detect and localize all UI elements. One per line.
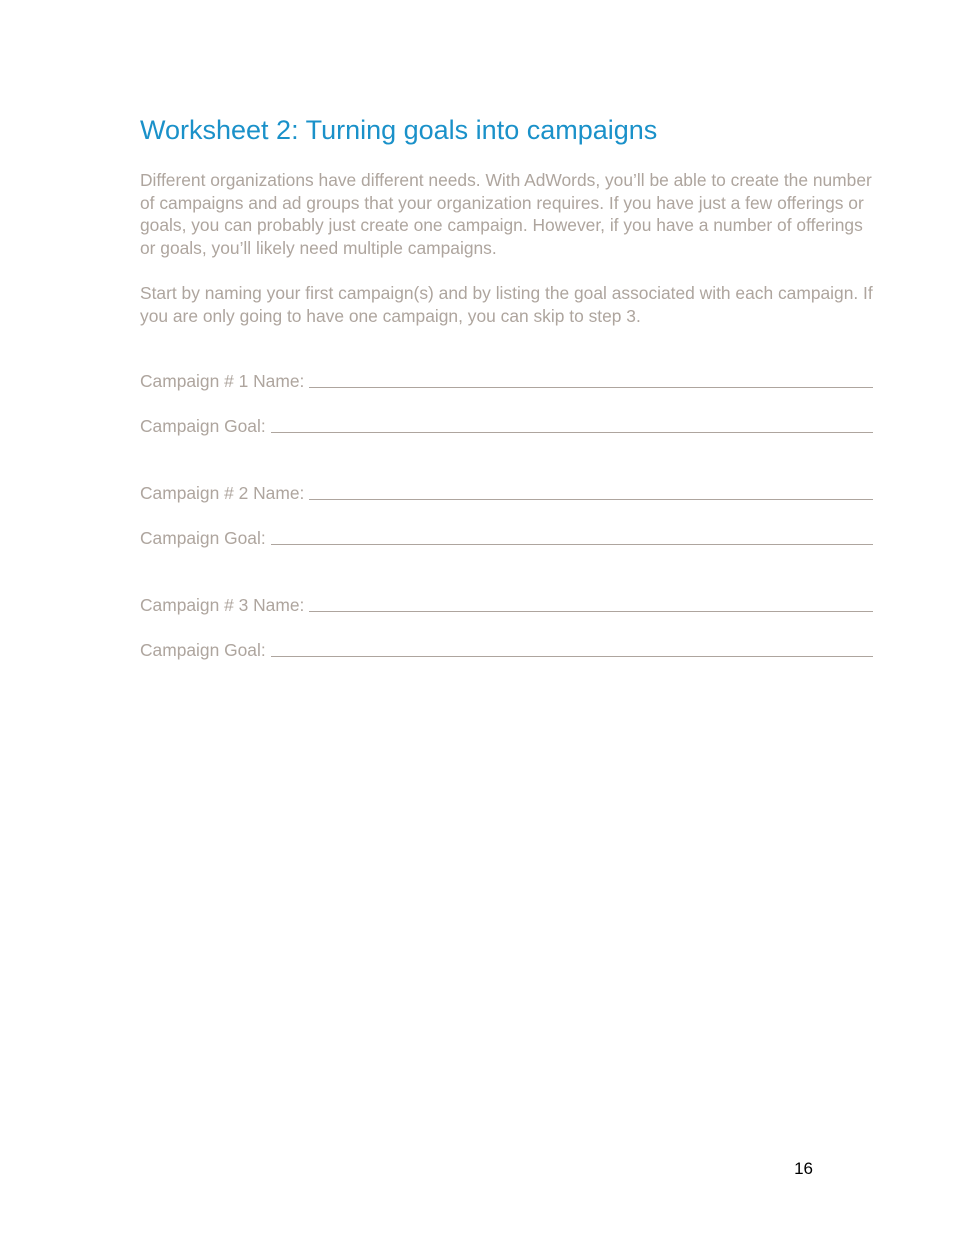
fill-in-line[interactable] [271,656,873,657]
campaign-2-name-field[interactable] [140,478,873,504]
field-label: Campaign # 2 Name: [140,483,305,503]
campaign-2-goal-field[interactable] [140,523,873,549]
campaign-3-goal-field[interactable] [140,635,873,661]
field-label: Campaign Goal: [140,416,266,436]
campaign-1-name-field[interactable] [140,366,873,392]
field-label: Campaign Goal: [140,528,266,548]
campaign-3-name-field[interactable] [140,590,873,616]
fill-in-line[interactable] [309,387,873,388]
campaign-1-goal-field[interactable] [140,411,873,437]
intro-paragraph: Different organizations have different needs. With AdWords, you’ll be able to create the number of campaigns and ad groups that your organization requires. If you have just a few offerings or goals, you can probably just create one campaign. However, if you have a number of offerings or goals, you’ll likely need multiple campaigns. [140,170,872,258]
page-title: Worksheet 2: Turning goals into campaigns [140,115,658,145]
instructions-paragraph: Start by naming your first campaign(s) and by listing the goal associated with each campaign. If you are only going to have one campaign, you can skip to step 3. [140,283,873,326]
field-label: Campaign # 1 Name: [140,371,305,391]
fill-in-line[interactable] [271,544,873,545]
field-label: Campaign Goal: [140,640,266,660]
fill-in-line[interactable] [309,499,873,500]
field-label: Campaign # 3 Name: [140,595,305,615]
page-number: 16 [794,1159,813,1178]
fill-in-line[interactable] [271,432,873,433]
fill-in-line[interactable] [309,611,873,612]
